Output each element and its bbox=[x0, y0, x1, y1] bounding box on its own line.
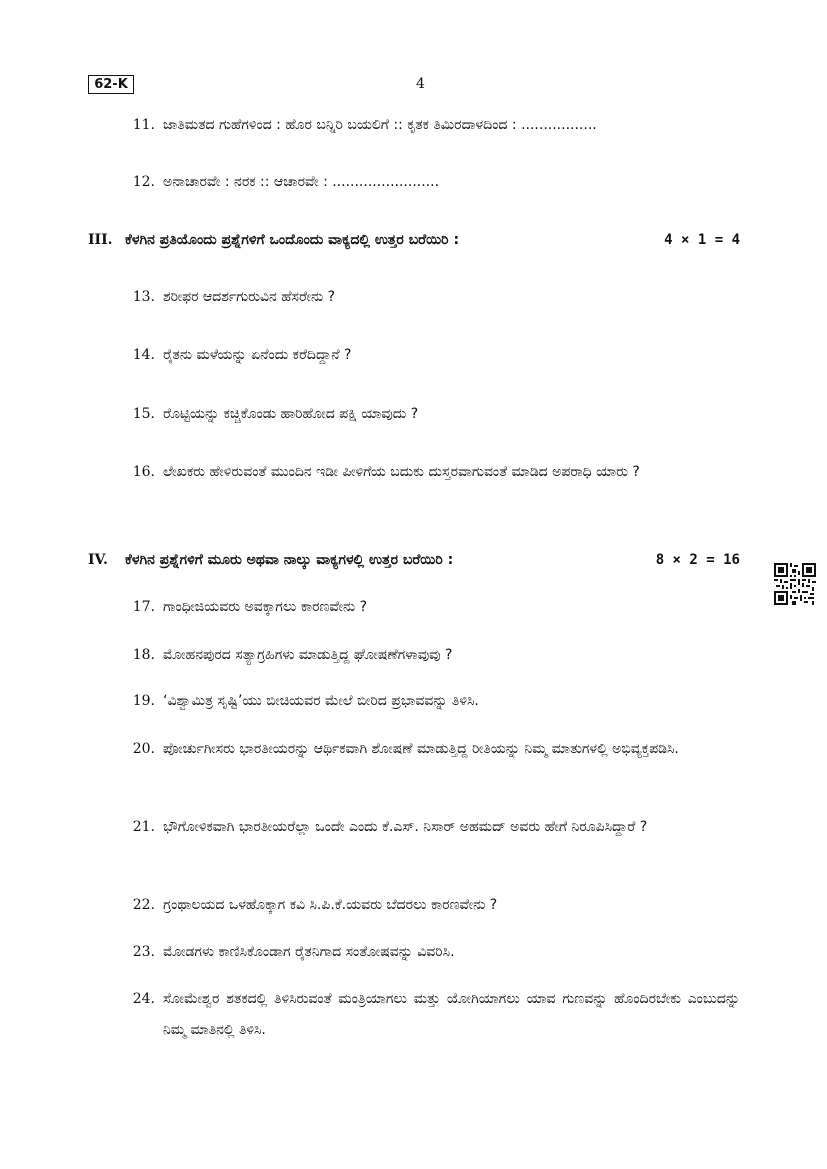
question-text: ಮೋಹನಪುರದ ಸತ್ಯಾಗ್ರಹಿಗಳು ಮಾಡುತ್ತಿದ್ದ ಘೋಷಣೆಗಳಾವುವು ? bbox=[163, 647, 453, 663]
question-16 bbox=[125, 457, 740, 488]
question-text: ಗಾಂಧೀಜಿಯವರು ಅವಕ್ಕಾಗಲು ಕಾರಣವೇನು ? bbox=[163, 599, 368, 615]
question-13 bbox=[125, 282, 740, 313]
question-text: ಶರೀಫರ ಆದರ್ಶಗುರುವಿನ ಹೆಸರೇನು ? bbox=[163, 289, 336, 305]
question-number: 13. bbox=[132, 289, 155, 305]
question-text: ಸೋಮೇಶ್ವರ ಶತಕದಲ್ಲಿ ತಿಳಿಸಿರುವಂತೆ ಮಂತ್ರಿಯಾಗಲು ಮತ್ತು ಯೋಗಿಯಾಗಲು ಯಾವ ಗುಣವನ್ನು ಹೊಂದಿರಬೇಕು ಎಂಬುದನ್ನು ನಿಮ್ಮ ಮಾತಿನಲ್ಲಿ ತಿಳಿಸಿ. bbox=[163, 991, 740, 1038]
section-number: III. bbox=[88, 232, 113, 248]
question-number: 21. bbox=[132, 819, 155, 835]
section-number: IV. bbox=[88, 552, 108, 568]
question-text: ರೈತನು ಮಳೆಯನ್ನು ಏನೆಂದು ಕರೆದಿದ್ದಾನೆ ? bbox=[163, 347, 352, 363]
question-21 bbox=[125, 812, 740, 843]
section-instruction: ಕೆಳಗಿನ ಪ್ರಶ್ನೆಗಳಿಗೆ ಮೂರು ಅಥವಾ ನಾಲ್ಕು ವಾಕ್ಯಗಳಲ್ಲಿ ಉತ್ತರ ಬರೆಯಿರಿ : bbox=[125, 552, 454, 568]
question-number: 24. bbox=[132, 991, 155, 1007]
question-number: 22. bbox=[132, 897, 155, 913]
question-number: 14. bbox=[132, 347, 155, 363]
section-marks: 4 × 1 = 4 bbox=[664, 232, 740, 248]
question-17 bbox=[125, 592, 740, 623]
question-12 bbox=[125, 167, 740, 198]
question-11 bbox=[125, 110, 740, 141]
question-15 bbox=[125, 399, 740, 430]
question-text: ರೊಟ್ಟಿಯನ್ನು ಕಚ್ಚಿಕೊಂಡು ಹಾರಿಹೋದ ಪಕ್ಷಿ ಯಾವುದು ? bbox=[163, 406, 419, 422]
question-number: 16. bbox=[132, 464, 155, 480]
question-text: ಅನಾಚಾರವೇ : ನರಕ :: ಆಚಾರವೇ : ........................ bbox=[163, 174, 440, 190]
question-number: 15. bbox=[132, 406, 155, 422]
question-19 bbox=[125, 686, 740, 717]
question-text: ಪೋರ್ಚುಗೀಸರು ಭಾರತೀಯರನ್ನು ಆರ್ಥಿಕವಾಗಿ ಶೋಷಣೆ ಮಾಡುತ್ತಿದ್ದ ರೀತಿಯನ್ನು ನಿಮ್ಮ ಮಾತುಗಳಲ್ಲಿ ಅಭಿವ್ಯಕ್ತಪಡಿಸಿ. bbox=[163, 741, 679, 757]
section-instruction: ಕೆಳಗಿನ ಪ್ರತಿಯೊಂದು ಪ್ರಶ್ನೆಗಳಿಗೆ ಒಂದೊಂದು ವಾಕ್ಯದಲ್ಲಿ ಉತ್ತರ ಬರೆಯಿರಿ : bbox=[125, 232, 460, 248]
question-number: 12. bbox=[132, 174, 155, 190]
question-number: 19. bbox=[132, 693, 155, 709]
paper-code-box: 62-K bbox=[88, 75, 134, 94]
section-marks: 8 × 2 = 16 bbox=[655, 552, 740, 568]
question-14 bbox=[125, 340, 740, 371]
question-text: ಜಾತಿಮತದ ಗುಹೆಗಳಿಂದ : ಹೊರ ಬನ್ನಿರಿ ಬಯಲಿಗೆ :: ಕೃತಕ ತಿಮಿರದಾಳದಿಂದ : ................. bbox=[163, 117, 597, 133]
question-number: 18. bbox=[132, 647, 155, 663]
question-number: 23. bbox=[132, 944, 155, 960]
question-23 bbox=[125, 937, 740, 968]
question-number: 11. bbox=[132, 117, 155, 133]
qr-code-icon bbox=[774, 563, 816, 605]
question-text: ಗ್ರಂಥಾಲಯದ ಒಳಹೊಕ್ಕಾಗ ಕವಿ ಸಿ.ಪಿ.ಕೆ.ಯವರು ಬೆದರಲು ಕಾರಣವೇನು ? bbox=[163, 897, 498, 913]
question-number: 20. bbox=[132, 741, 155, 757]
question-22 bbox=[125, 890, 740, 921]
question-24 bbox=[125, 984, 740, 1046]
question-18 bbox=[125, 640, 740, 671]
page-number: 4 bbox=[416, 76, 425, 92]
question-text: ಲೇಖಕರು ಹೇಳಿರುವಂತೆ ಮುಂದಿನ ಇಡೀ ಪೀಳಿಗೆಯ ಬದುಕು ದುಸ್ತರವಾಗುವಂತೆ ಮಾಡಿದ ಅಪರಾಧಿ ಯಾರು ? bbox=[163, 464, 640, 480]
question-text: ಮೋಡಗಳು ಕಾಣಿಸಿಕೊಂಡಾಗ ರೈತನಿಗಾದ ಸಂತೋಷವನ್ನು ವಿವರಿಸಿ. bbox=[163, 944, 455, 960]
question-20 bbox=[125, 734, 740, 765]
question-number: 17. bbox=[132, 599, 155, 615]
question-text: ‘ವಿಶ್ವಾಮಿತ್ರ ಸೃಷ್ಟಿ’ಯು ಬೀಚಿಯವರ ಮೇಲೆ ಬೀರಿದ ಪ್ರಭಾವವನ್ನು ತಿಳಿಸಿ. bbox=[163, 693, 479, 709]
question-text: ಭೌಗೋಳಿಕವಾಗಿ ಭಾರತೀಯರೆಲ್ಲಾ ಒಂದೇ ಎಂದು ಕೆ.ಎಸ್. ನಿಸಾರ್ ಅಹಮದ್ ಅವರು ಹೇಗೆ ನಿರೂಪಿಸಿದ್ದಾರೆ ? bbox=[163, 819, 648, 835]
